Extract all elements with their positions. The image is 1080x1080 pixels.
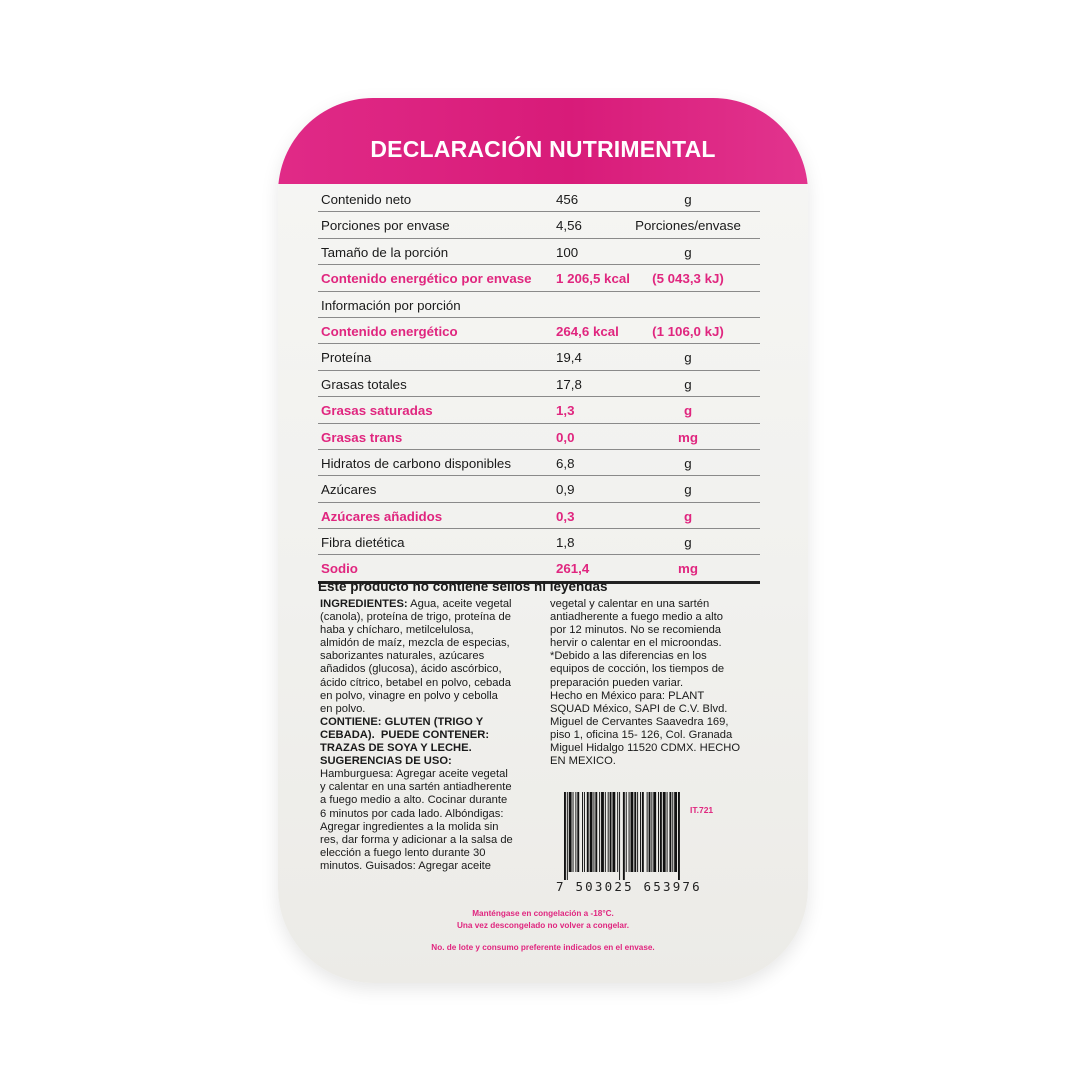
nutrient-unit: g: [683, 508, 693, 524]
barcode-bar: [593, 792, 594, 872]
nutrient-label: Contenido energético por envase: [321, 271, 532, 287]
nutrient-label: Azúcares añadidos: [321, 508, 443, 524]
barcode-bar: [599, 792, 600, 872]
barcode-bar: [564, 792, 566, 880]
barcode-bar: [605, 792, 606, 872]
barcode-bar: [631, 792, 634, 872]
nutrition-row: [318, 397, 760, 423]
nutrient-value: 264,6 kcal: [556, 323, 619, 339]
barcode-bar: [582, 792, 583, 872]
barcode-bar: [629, 792, 630, 872]
barcode-bar: [584, 792, 585, 872]
ingredients-heading: INGREDIENTES:: [320, 598, 408, 610]
barcode-bar: [672, 792, 673, 872]
storage-instructions: Manténgase en congelación a -18°C. Una vez descongelado no volver a congelar.: [457, 909, 629, 930]
barcode-bar: [608, 792, 609, 872]
nutrient-label: Grasas trans: [321, 429, 403, 445]
nutrient-value: 19,4: [556, 350, 582, 366]
barcode-bar: [595, 792, 597, 872]
lot-notice: No. de lote y consumo preferente indicados en el envase.: [431, 943, 655, 952]
product-code: IT.721: [690, 805, 714, 815]
nutrient-value: 0,9: [556, 482, 575, 498]
nutrient-value: 1,3: [556, 403, 575, 419]
nutrient-label: Tamaño de la porción: [321, 244, 449, 260]
nutrient-unit: mg: [678, 561, 698, 577]
nutrient-value: 6,8: [556, 455, 575, 471]
nutrient-unit: g: [684, 350, 692, 366]
barcode-bar: [575, 792, 576, 872]
nutrition-row: [318, 344, 760, 370]
nutrient-label: Grasas saturadas: [321, 403, 433, 419]
nutrition-table: [318, 186, 760, 584]
barcode-bar: [660, 792, 662, 872]
nutrition-row: [318, 371, 760, 397]
usage-continued-column: vegetal y calentar en una sartén antiadherente a fuego medio a alto por 12 minutos. No se recomienda hervir o calentar en el microondas. *Debido a las diferencias en los equipos de cocción, los tiempos de preparación pueden variar. Hecho en México para: PLANT SQUAD México, SAPI de C.V. Blvd. Miguel de Cervantes Saavedra 169, piso 1, oficina 15- 126, Col. Granada Miguel Hidalgo 11520 CDMX. HECHO EN MEXICO.: [550, 598, 741, 768]
nutrition-row: [318, 476, 760, 502]
barcode-bar: [573, 792, 574, 872]
nutrient-label: Hidratos de carbono disponibles: [321, 455, 511, 471]
barcode-bar: [587, 792, 589, 872]
nutrient-label: Proteína: [321, 350, 372, 366]
nutrition-row: [318, 265, 760, 291]
nutrient-label: Contenido neto: [321, 192, 412, 207]
barcode-bar: [663, 792, 666, 872]
nutrient-unit: g: [684, 482, 692, 498]
barcode-bar: [649, 792, 651, 872]
no-seals-statement: Este producto no contiene sellos ni leyendas: [318, 579, 608, 594]
nutrition-row: [318, 318, 760, 344]
nutrient-unit: g: [684, 535, 692, 551]
nutrient-label: Fibra dietética: [321, 535, 405, 551]
nutrient-label: Contenido energético: [321, 323, 458, 339]
barcode-bar: [626, 792, 627, 872]
barcode-bar: [617, 792, 618, 872]
barcode-bar: [619, 792, 620, 880]
nutrition-row: [318, 292, 760, 318]
nutrient-unit: (1 106,0 kJ): [652, 323, 724, 339]
nutrient-value: 1 206,5 kcal: [556, 271, 630, 287]
usage-heading: SUGERENCIAS DE USO:: [320, 755, 452, 768]
ingredients-column: [320, 598, 513, 873]
nutrient-label: Sodio: [321, 561, 358, 577]
barcode-bar: [634, 792, 636, 872]
barcode-bar: [651, 792, 652, 872]
nutrition-row: [318, 450, 760, 476]
barcode-bar: [637, 792, 638, 872]
barcode-bar: [667, 792, 668, 872]
allergen-statement: CONTIENE: GLUTEN (TRIGO Y CEBADA). PUEDE CONTENER: TRAZAS DE SOYA Y LECHE.: [320, 715, 490, 755]
barcode-bar: [674, 792, 677, 872]
nutrient-label: Porciones por envase: [321, 218, 450, 234]
nutrient-value: 100: [556, 244, 579, 260]
barcode-bar: [577, 792, 579, 872]
nutrient-unit: mg: [678, 429, 698, 445]
barcode-bar: [567, 792, 568, 880]
nutrient-value: 17,8: [556, 376, 582, 392]
barcode-bar: [640, 792, 641, 872]
barcode-bar: [601, 792, 604, 872]
nutrient-label: Información por porción: [321, 297, 461, 313]
nutrition-row: [318, 239, 760, 265]
barcode-bar: [642, 792, 644, 872]
usage-text: Hamburguesa: Agregar aceite vegetal y calentar en una sartén antiadherente a fuego medio a alto. Cocinar durante 6 minutos por cada lado. Albóndigas: Agregar ingredientes a la molida sin res, dar forma y adicionar a la salsa de elección a fuego lento durante 30 minutos. Guisados: Agregar aceite: [320, 768, 513, 872]
barcode-bar: [669, 792, 671, 872]
nutrient-label: Azúcares: [321, 482, 377, 498]
barcode-bar: [647, 792, 648, 872]
nutrient-value: 456: [556, 192, 579, 207]
barcode-number: 7 503025 653976: [556, 879, 702, 894]
barcode-bar: [569, 792, 572, 872]
nutrition-label: [278, 98, 808, 983]
barcode-bar: [590, 792, 593, 872]
barcode-bar: [653, 792, 656, 872]
nutrient-unit: g: [683, 403, 693, 419]
barcode-bar: [623, 792, 625, 880]
nutrient-unit: g: [684, 244, 692, 260]
barcode-icon: [562, 792, 716, 880]
nutrition-row: [318, 186, 760, 212]
ingredients-text: Agua, aceite vegetal (canola), proteína de trigo, proteína de haba y chícharo, metilcelulosa, almidón de maíz, mezcla de especias, saborizantes naturales, azúcares añadidos (glucosa), ácido ascórbico, ácido cítrico, betabel en polvo, cebada en polvo, vinagre en polvo y cebolla en polvo.: [320, 598, 512, 715]
barcode-bar: [678, 792, 680, 880]
barcode-bar: [612, 792, 615, 872]
label-header: [278, 98, 808, 184]
nutrition-row: [318, 503, 760, 529]
nutrient-value: 261,4: [556, 561, 590, 577]
nutrient-value: 4,56: [556, 218, 582, 234]
nutrient-unit: (5 043,3 kJ): [652, 271, 724, 287]
nutrition-row: [318, 424, 760, 450]
nutrition-row: [318, 529, 760, 555]
nutrition-row: [318, 212, 760, 238]
nutrient-unit: g: [684, 455, 692, 471]
nutrient-value: 0,3: [556, 508, 575, 524]
label-title: DECLARACIÓN NUTRIMENTAL: [370, 136, 716, 162]
barcode-bar: [610, 792, 612, 872]
nutrient-value: 1,8: [556, 535, 575, 551]
nutrient-unit: Porciones/envase: [635, 218, 741, 234]
nutrient-unit: g: [684, 192, 692, 207]
barcode-bar: [658, 792, 659, 872]
nutrient-value: 0,0: [556, 429, 575, 445]
nutrient-unit: g: [684, 376, 692, 392]
nutrient-label: Grasas totales: [321, 376, 407, 392]
